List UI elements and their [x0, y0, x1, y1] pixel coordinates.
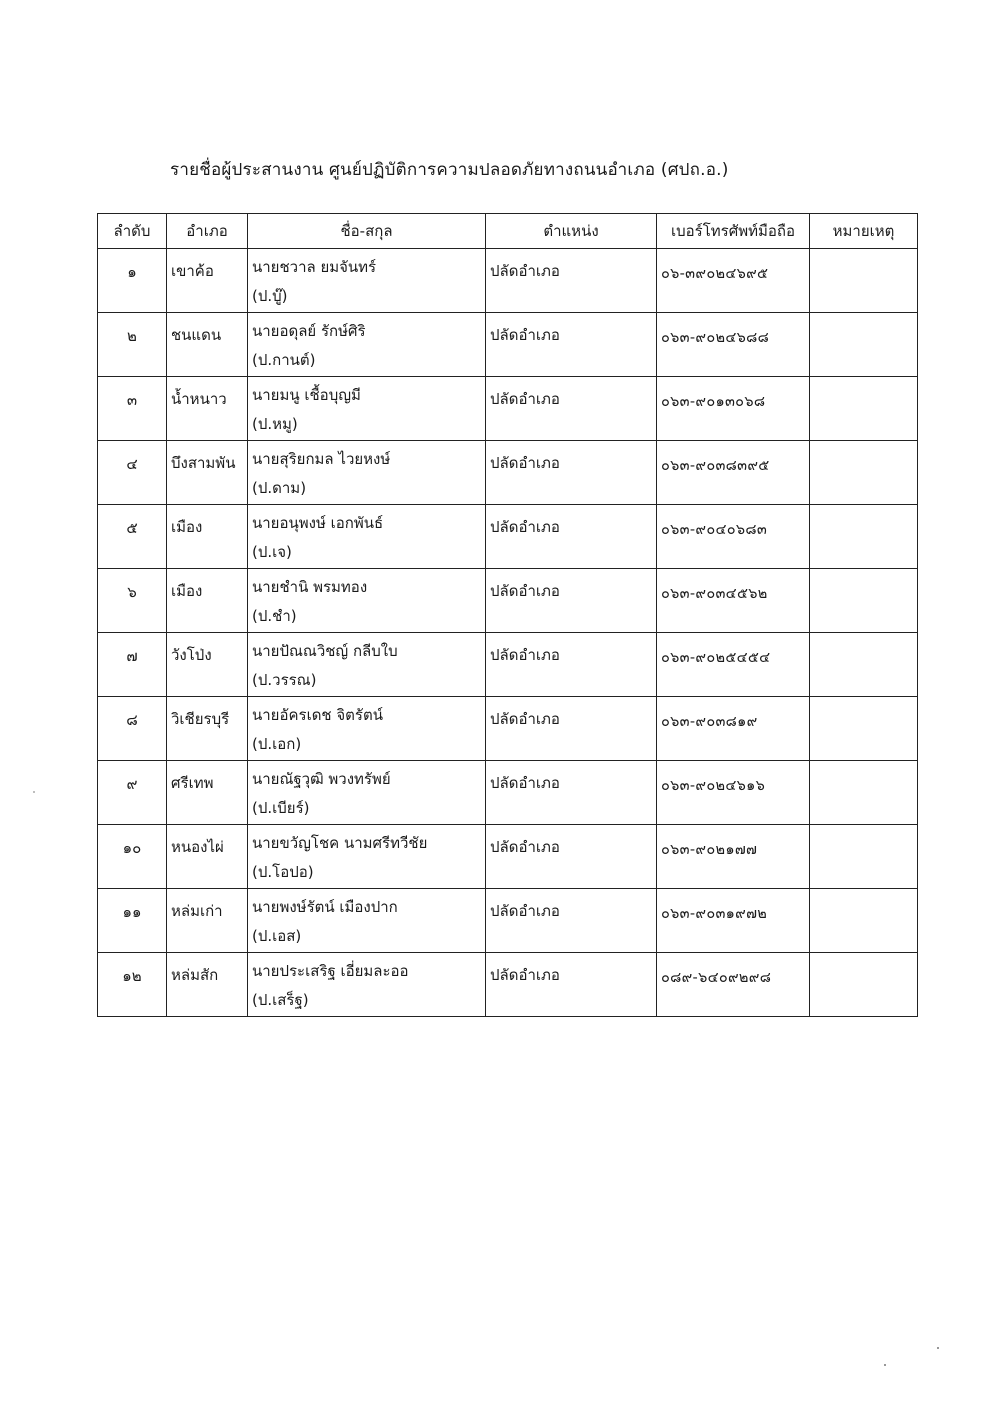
cell-no	[98, 697, 167, 761]
cell-remark	[810, 249, 918, 313]
cell-name	[248, 825, 486, 889]
person-name: นายอัครเดช จิตรัตน์	[252, 706, 383, 724]
district-name: บึงสามพัน	[171, 454, 236, 472]
person-name: นายอนุพงษ์ เอกพันธ์	[252, 514, 384, 532]
cell-phone	[657, 825, 810, 889]
cell-name	[248, 441, 486, 505]
cell-phone	[657, 761, 810, 825]
phone-number: ๐๖๓-๙๐๓๑๙๗๒	[661, 906, 768, 922]
district-name: เมือง	[171, 518, 203, 536]
table-row	[98, 377, 918, 441]
row-number: ๒	[127, 327, 137, 345]
district-name: ชนแดน	[171, 326, 222, 344]
position-title: ปลัดอำเภอ	[490, 518, 560, 536]
table-row	[98, 249, 918, 313]
table-row	[98, 953, 918, 1017]
district-name: เขาค้อ	[171, 262, 214, 280]
table-row	[98, 633, 918, 697]
cell-no	[98, 505, 167, 569]
cell-no	[98, 761, 167, 825]
cell-district	[167, 505, 248, 569]
person-nickname: (ป.บู๊)	[252, 287, 288, 305]
cell-district	[167, 889, 248, 953]
position-title: ปลัดอำเภอ	[490, 454, 560, 472]
position-title: ปลัดอำเภอ	[490, 838, 560, 856]
position-title: ปลัดอำเภอ	[490, 326, 560, 344]
header-no: ลำดับ	[98, 214, 167, 249]
cell-district	[167, 953, 248, 1017]
row-number: ๕	[126, 519, 138, 537]
person-nickname: (ป.ดาม)	[252, 479, 307, 497]
cell-remark	[810, 569, 918, 633]
cell-name	[248, 633, 486, 697]
person-nickname: (ป.เอส)	[252, 927, 302, 945]
cell-no	[98, 377, 167, 441]
header-phone: เบอร์โทรศัพท์มือถือ	[657, 214, 810, 249]
cell-district	[167, 761, 248, 825]
cell-name	[248, 889, 486, 953]
page-title: รายชื่อผู้ประสานงาน ศูนย์ปฏิบัติการความปลอดภัยทางถนนอำเภอ (ศปถ.อ.)	[170, 160, 729, 180]
person-name: นายอดุลย์ รักษ์ศิริ	[252, 322, 366, 340]
cell-remark	[810, 825, 918, 889]
position-title: ปลัดอำเภอ	[490, 646, 560, 664]
cell-remark	[810, 505, 918, 569]
cell-position	[486, 953, 657, 1017]
cell-position	[486, 505, 657, 569]
cell-no	[98, 633, 167, 697]
coordinator-table	[97, 213, 918, 1017]
cell-name	[248, 377, 486, 441]
cell-name	[248, 953, 486, 1017]
cell-remark	[810, 761, 918, 825]
position-title: ปลัดอำเภอ	[490, 774, 560, 792]
district-name: หล่มเก่า	[171, 902, 223, 920]
row-number: ๙	[126, 775, 138, 793]
table-row	[98, 889, 918, 953]
district-name: น้ำหนาว	[171, 390, 227, 408]
person-name: นายขวัญโชค นามศรีทวีชัย	[252, 834, 428, 852]
position-title: ปลัดอำเภอ	[490, 902, 560, 920]
cell-position	[486, 313, 657, 377]
cell-no	[98, 953, 167, 1017]
table-header-row	[98, 214, 918, 249]
cell-phone	[657, 889, 810, 953]
cell-no	[98, 313, 167, 377]
cell-remark	[810, 889, 918, 953]
table-row	[98, 761, 918, 825]
person-name: นายณัฐวุฒิ พวงทรัพย์	[252, 770, 391, 788]
cell-position	[486, 697, 657, 761]
cell-district	[167, 569, 248, 633]
district-name: เมือง	[171, 582, 203, 600]
header-remark: หมายเหตุ	[810, 214, 918, 249]
district-name: หล่มสัก	[171, 966, 219, 984]
cell-name	[248, 569, 486, 633]
person-nickname: (ป.เสร็ฐ)	[252, 991, 309, 1009]
row-number: ๑๑	[122, 903, 142, 921]
cell-remark	[810, 697, 918, 761]
person-name: นายชำนิ พรมทอง	[252, 578, 368, 596]
table-row	[98, 569, 918, 633]
person-name: นายชวาล ยมจันทร์	[252, 258, 377, 276]
cell-phone	[657, 313, 810, 377]
header-name: ชื่อ-สกุล	[248, 214, 486, 249]
row-number: ๘	[126, 711, 138, 729]
cell-phone	[657, 697, 810, 761]
position-title: ปลัดอำเภอ	[490, 262, 560, 280]
cell-phone	[657, 505, 810, 569]
district-name: หนองไผ่	[171, 838, 224, 856]
row-number: ๔	[126, 455, 138, 473]
cell-phone	[657, 249, 810, 313]
cell-phone	[657, 953, 810, 1017]
table-body	[98, 249, 918, 1017]
person-name: นายปัณณวิชญ์ กลีบใบ	[252, 642, 398, 660]
person-name: นายมนู เชื้อบุญมี	[252, 386, 361, 404]
phone-number: ๐๖๓-๙๐๓๘๓๙๕	[661, 458, 770, 474]
cell-district	[167, 249, 248, 313]
phone-number: ๐๖๓-๙๐๓๘๑๙	[661, 714, 758, 730]
cell-phone	[657, 377, 810, 441]
phone-number: ๐๘๙-๖๔๐๙๒๙๘	[661, 970, 772, 986]
position-title: ปลัดอำเภอ	[490, 582, 560, 600]
scan-speck	[884, 1364, 886, 1366]
row-number: ๖	[127, 583, 137, 601]
phone-number: ๐๖๓-๙๐๓๔๕๖๒	[661, 586, 768, 602]
phone-number: ๐๖๓-๙๐๒๕๔๕๔	[661, 650, 771, 666]
header-position: ตำแหน่ง	[486, 214, 657, 249]
phone-number: ๐๖๓-๙๐๑๓๐๖๘	[661, 394, 766, 410]
position-title: ปลัดอำเภอ	[490, 966, 560, 984]
phone-number: ๐๖-๓๙๐๒๔๖๙๕	[661, 266, 769, 282]
person-name: นายสุริยกมล ไวยหงษ์	[252, 450, 391, 468]
cell-no	[98, 889, 167, 953]
cell-district	[167, 377, 248, 441]
phone-number: ๐๖๓-๙๐๔๐๖๘๓	[661, 522, 768, 538]
cell-position	[486, 889, 657, 953]
cell-name	[248, 761, 486, 825]
person-nickname: (ป.เบียร์)	[252, 799, 310, 817]
district-name: วิเชียรบุรี	[171, 710, 230, 728]
cell-no	[98, 249, 167, 313]
header-district: อำเภอ	[167, 214, 248, 249]
table-row	[98, 505, 918, 569]
person-name: นายประเสริฐ เอี่ยมละออ	[252, 962, 409, 980]
person-nickname: (ป.เจ)	[252, 543, 292, 561]
district-name: วังโป่ง	[171, 646, 212, 664]
cell-remark	[810, 313, 918, 377]
cell-position	[486, 441, 657, 505]
row-number: ๑๐	[122, 839, 142, 857]
table-row	[98, 313, 918, 377]
person-nickname: (ป.หมู)	[252, 415, 298, 433]
cell-name	[248, 505, 486, 569]
cell-phone	[657, 441, 810, 505]
scan-speck	[937, 1347, 939, 1349]
cell-name	[248, 313, 486, 377]
cell-remark	[810, 377, 918, 441]
cell-district	[167, 697, 248, 761]
person-nickname: (ป.โอปอ)	[252, 863, 314, 881]
row-number: ๑๒	[122, 967, 142, 985]
row-number: ๓	[126, 391, 138, 409]
person-nickname: (ป.กานต์)	[252, 351, 316, 369]
position-title: ปลัดอำเภอ	[490, 390, 560, 408]
cell-position	[486, 825, 657, 889]
table-row	[98, 825, 918, 889]
person-nickname: (ป.วรรณ)	[252, 671, 317, 689]
cell-no	[98, 569, 167, 633]
cell-phone	[657, 633, 810, 697]
row-number: ๑	[127, 263, 137, 281]
cell-no	[98, 441, 167, 505]
cell-position	[486, 633, 657, 697]
phone-number: ๐๖๓-๙๐๒๔๖๑๖	[661, 778, 766, 794]
table-row	[98, 441, 918, 505]
cell-position	[486, 569, 657, 633]
phone-number: ๐๖๓-๙๐๒๑๗๗	[661, 842, 758, 858]
person-name: นายพงษ์รัตน์ เมืองปาก	[252, 898, 398, 916]
cell-name	[248, 249, 486, 313]
cell-district	[167, 441, 248, 505]
cell-district	[167, 633, 248, 697]
district-name: ศรีเทพ	[171, 774, 214, 792]
cell-position	[486, 377, 657, 441]
table-row	[98, 697, 918, 761]
cell-phone	[657, 569, 810, 633]
cell-remark	[810, 633, 918, 697]
scan-speck	[33, 791, 35, 793]
cell-district	[167, 825, 248, 889]
cell-position	[486, 249, 657, 313]
cell-district	[167, 313, 248, 377]
row-number: ๗	[126, 647, 138, 665]
person-nickname: (ป.เอก)	[252, 735, 302, 753]
cell-position	[486, 761, 657, 825]
cell-remark	[810, 441, 918, 505]
phone-number: ๐๖๓-๙๐๒๔๖๘๘	[661, 330, 770, 346]
cell-remark	[810, 953, 918, 1017]
cell-name	[248, 697, 486, 761]
position-title: ปลัดอำเภอ	[490, 710, 560, 728]
person-nickname: (ป.ชำ)	[252, 607, 297, 625]
cell-no	[98, 825, 167, 889]
